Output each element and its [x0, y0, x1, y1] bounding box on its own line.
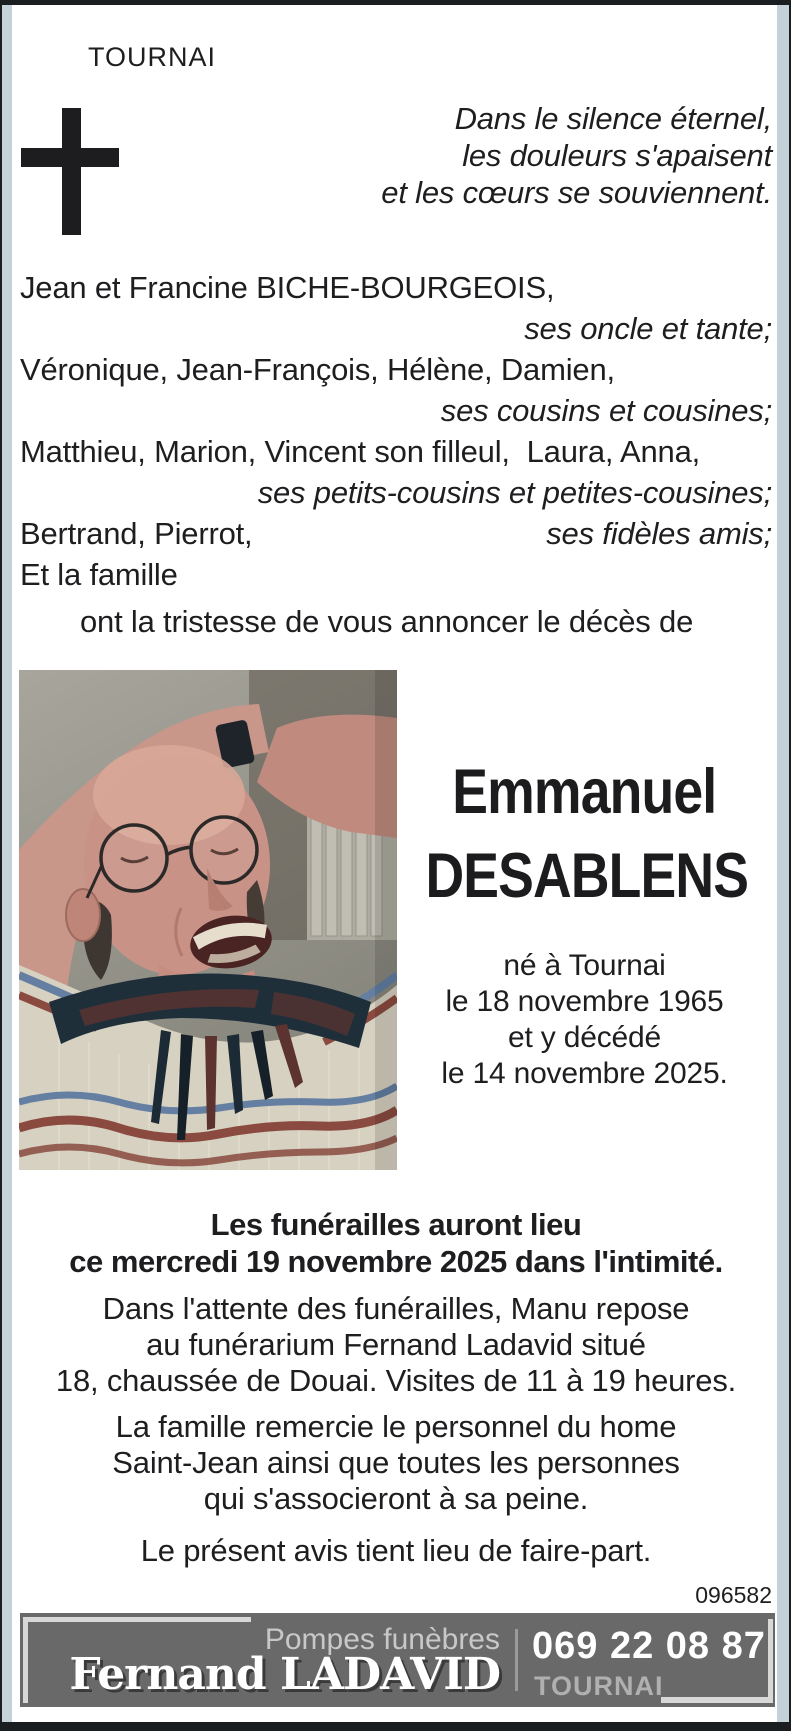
banner-city: TOURNAI — [534, 1671, 664, 1701]
reference-number: 096582 — [695, 1582, 772, 1608]
family-relation: ses fidèles amis; — [546, 516, 772, 551]
family-row — [20, 513, 772, 554]
banner-divider — [515, 1629, 518, 1691]
banner-accent-bottom — [661, 1697, 773, 1703]
announcement-line: ont la tristesse de vous annoncer le décès de — [80, 604, 694, 639]
thanks-line: qui s'associeront à sa peine. — [203, 1481, 589, 1516]
family-relation: ses oncle et tante; — [524, 311, 772, 346]
deceased-photo — [19, 670, 397, 1170]
thanks-line: Saint-Jean ainsi que toutes les personnes — [112, 1445, 680, 1480]
location-header: TOURNAI — [88, 42, 217, 72]
funeral-heading — [20, 1206, 772, 1280]
thanks-line: La famille remercie le personnel du home — [115, 1409, 677, 1444]
cross-icon — [21, 108, 119, 235]
family-names: Véronique, Jean-François, Hélène, Damien, — [20, 352, 615, 387]
frame-left-strip — [2, 5, 12, 1722]
life-dates-line: le 14 novembre 2025. — [441, 1057, 728, 1090]
funeral-heading-line: ce mercredi 19 novembre 2025 dans l'intimité. — [69, 1244, 723, 1279]
visitation-line: Dans l'attente des funérailles, Manu repose — [102, 1291, 690, 1326]
deceased-first-name: Emmanuel — [452, 757, 717, 827]
frame-bottom-border — [0, 1722, 791, 1731]
thanks-paragraph — [20, 1409, 772, 1517]
funeral-home-banner — [20, 1613, 775, 1707]
family-names: Jean et Francine BICHE-BOURGEOIS, — [20, 270, 555, 305]
family-relation: ses petits-cousins et petites-cousines; — [257, 475, 772, 510]
epitaph-line: Dans le silence éternel, — [454, 101, 772, 136]
family-relation: ses cousins et cousines; — [440, 393, 772, 428]
closing-line: Le présent avis tient lieu de faire-part. — [140, 1533, 652, 1568]
cross-vertical-bar — [62, 108, 81, 235]
epitaph — [212, 100, 772, 211]
deceased-last-name: DESABLENS — [425, 841, 749, 911]
deceased-name — [397, 750, 772, 918]
life-dates-line: le 18 novembre 1965 — [445, 985, 724, 1018]
epitaph-line: et les cœurs se souviennent. — [381, 175, 772, 210]
banner-business-name: Fernand LADAVID — [69, 1649, 500, 1700]
banner-accent-right — [768, 1619, 773, 1703]
frame-right-strip — [777, 5, 789, 1722]
visitation-line: au funérarium Fernand Ladavid situé — [146, 1327, 646, 1362]
life-dates-line: né à Tournai — [503, 949, 666, 982]
visitation-line: 18, chaussée de Douai. Visites de 11 à 19 heures. — [55, 1363, 737, 1398]
banner-phone-number: 069 22 08 87 — [532, 1625, 766, 1667]
frame-top-border — [0, 0, 791, 5]
family-names: Matthieu, Marion, Vincent son filleul, Laura, Anna, — [20, 434, 701, 469]
banner-accent-top — [23, 1617, 251, 1622]
visitation-info — [20, 1291, 772, 1399]
cross-horizontal-bar — [21, 148, 119, 167]
epitaph-line: les douleurs s'apaisent — [462, 138, 772, 173]
family-list — [20, 267, 772, 595]
banner-business-type: Pompes funèbres — [264, 1623, 500, 1656]
deceased-photo-illustration — [19, 670, 397, 1170]
funeral-heading-line: Les funérailles auront lieu — [210, 1207, 582, 1242]
family-names: Bertrand, Pierrot, — [20, 516, 253, 551]
life-dates — [397, 948, 772, 1092]
family-names: Et la famille — [20, 557, 178, 592]
life-dates-line: et y décédé — [508, 1021, 661, 1054]
